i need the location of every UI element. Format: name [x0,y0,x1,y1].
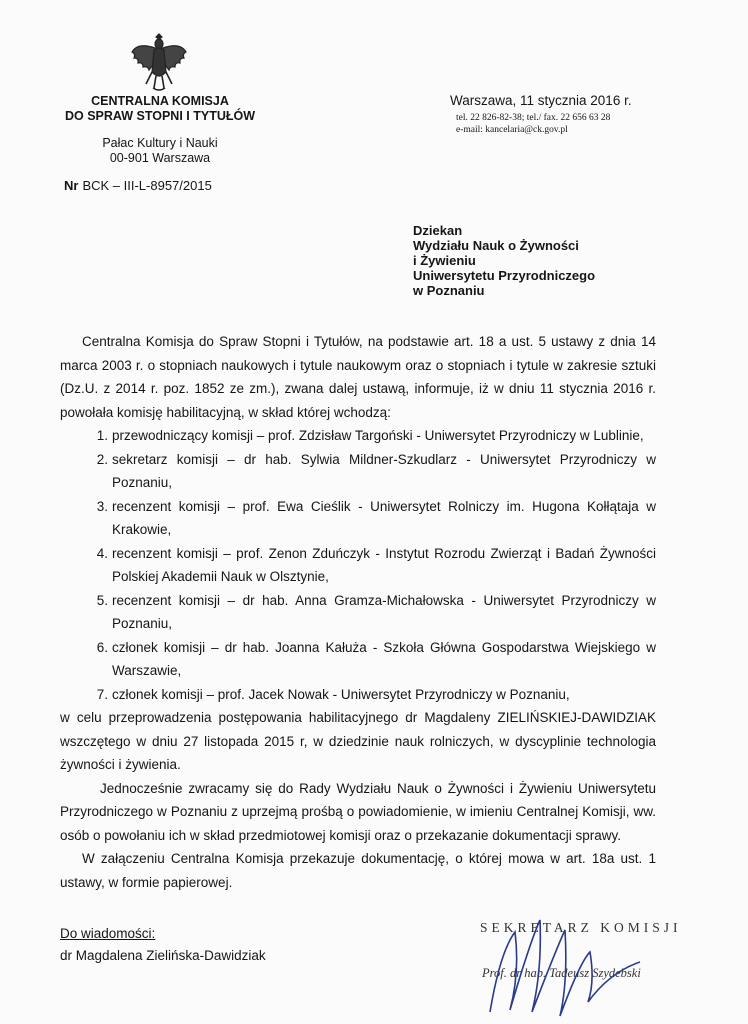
member-number: 2. [96,451,108,467]
letter-body [60,330,656,894]
attachment-paragraph: W załączeniu Centralna Komisja przekazuje dokumentację, o której mowa w art. 18a ust. 1 ustawy, w formie papierowej. [60,851,656,890]
letter-date: Warszawa, 11 stycznia 2016 r. [450,93,632,108]
organization-address [48,136,272,166]
member-number: 5. [96,592,108,608]
member-text: recenzent komisji – prof. Zenon Zduńczyk - Instytut Rozrodu Zwierząt i Badań Żywności Polskiej Akademii Nauk w Olsztynie, [112,545,656,584]
org-line-1: CENTRALNA KOMISJA [91,94,229,108]
contact-email: e-mail: kancelaria@ck.gov.pl [456,125,568,135]
contact-phone: tel. 22 826-82-38; tel./ fax. 22 656 63 28 [456,113,611,123]
member-text: sekretarz komisji – dr hab. Sylwia Mildner-Szkudlarz - Uniwersytet Przyrodniczy w Poznaniu, [112,451,656,490]
address-line-2: 00-901 Warszawa [109,151,211,165]
member-item [60,448,656,495]
organization-name [48,94,272,124]
recipient-line-4: Uniwersytetu Przyrodniczego [413,268,596,283]
member-text: recenzent komisji – prof. Ewa Cieślik - Uniwersytet Rolniczy im. Hugona Kołłątaja w Krakowie, [112,498,656,537]
member-item [60,495,656,542]
member-text: członek komisji – prof. Jacek Nowak - Uniwersytet Przyrodniczy w Poznaniu, [112,686,570,702]
member-number: 6. [96,639,108,655]
member-item [60,542,656,589]
member-number: 1. [96,428,108,443]
intro-paragraph: Centralna Komisja do Spraw Stopni i Tytułów, na podstawie art. 18 a ust. 5 ustawy z dnia 14 marca 2003 r. o stopniach naukowych i tytule naukowym oraz o stopniach i tytule w zakresie sztuki (Dz.U. z 2014 r. poz. 1852 ze zm.), zwana dalej ustawą, informuje, iż w dniu 11 stycznia 2016 r. powołała komisję habilitacyjną, w skład której wchodzą: [60,334,656,420]
cc-label: Do wiadomości: [60,926,156,941]
member-text: przewodniczący komisji – prof. Zdzisław Targoński - Uniwersytet Przyrodniczy w Lublinie, [112,428,644,443]
org-line-2: DO SPRAW STOPNI I TYTUŁÓW [64,109,256,123]
reference-label: Nr [64,178,79,193]
handwritten-signature-icon [470,912,670,1020]
member-item [60,683,656,707]
contact-info [456,112,610,136]
member-item [60,589,656,636]
member-item [60,636,656,683]
member-text: członek komisji – dr hab. Joanna Kałuża - Szkoła Główna Gospodarstwa Wiejskiego w Warszawie, [112,639,656,678]
recipient-line-3: i Żywieniu [413,253,476,268]
recipient-line-5: w Poznaniu [413,283,485,298]
member-number: 4. [96,545,108,561]
signature-title: SEKRETARZ KOMISJI [480,920,682,935]
reference-value: BCK – III-L-8957/2015 [82,178,212,193]
commission-members-list [60,424,656,706]
recipient-line-1: Dziekan [413,223,463,238]
request-paragraph: Jednocześnie zwracamy się do Rady Wydziału Nauk o Żywności i Żywieniu Uniwersytetu Przyrodniczego w Poznaniu z uprzejmą prośbą o powiadomienie, w imieniu Centralnej Komisji, ww. osób o powołaniu ich w skład przedmiotowej komisji oraz o przekazanie dokumentacji sprawy. [60,780,656,843]
polish-eagle-emblem-icon [130,28,188,94]
member-item [60,424,656,448]
address-line-1: Pałac Kultury i Nauki [102,136,218,150]
cc-recipient: dr Magdalena Zielińska-Dawidziak [60,948,266,963]
member-number: 7. [96,686,108,702]
member-text: recenzent komisji – dr hab. Anna Gramza-Michałowska - Uniwersytet Przyrodniczy w Poznaniu, [112,592,656,631]
member-number: 3. [96,498,108,514]
reference-number [64,178,212,193]
recipient-line-2: Wydziału Nauk o Żywności [413,238,579,253]
signature-name: Prof. dr hab. Tadeusz Szydebski [482,966,641,980]
recipient-block [413,223,595,298]
purpose-paragraph: w celu przeprowadzenia postępowania habilitacyjnego dr Magdaleny ZIELIŃSKIEJ-DAWIDZIAK wszczętego w dniu 27 listopada 2015 r, w dziedzinie nauk rolniczych, w dyscyplinie technologia żywności i żywienia. [60,710,656,772]
